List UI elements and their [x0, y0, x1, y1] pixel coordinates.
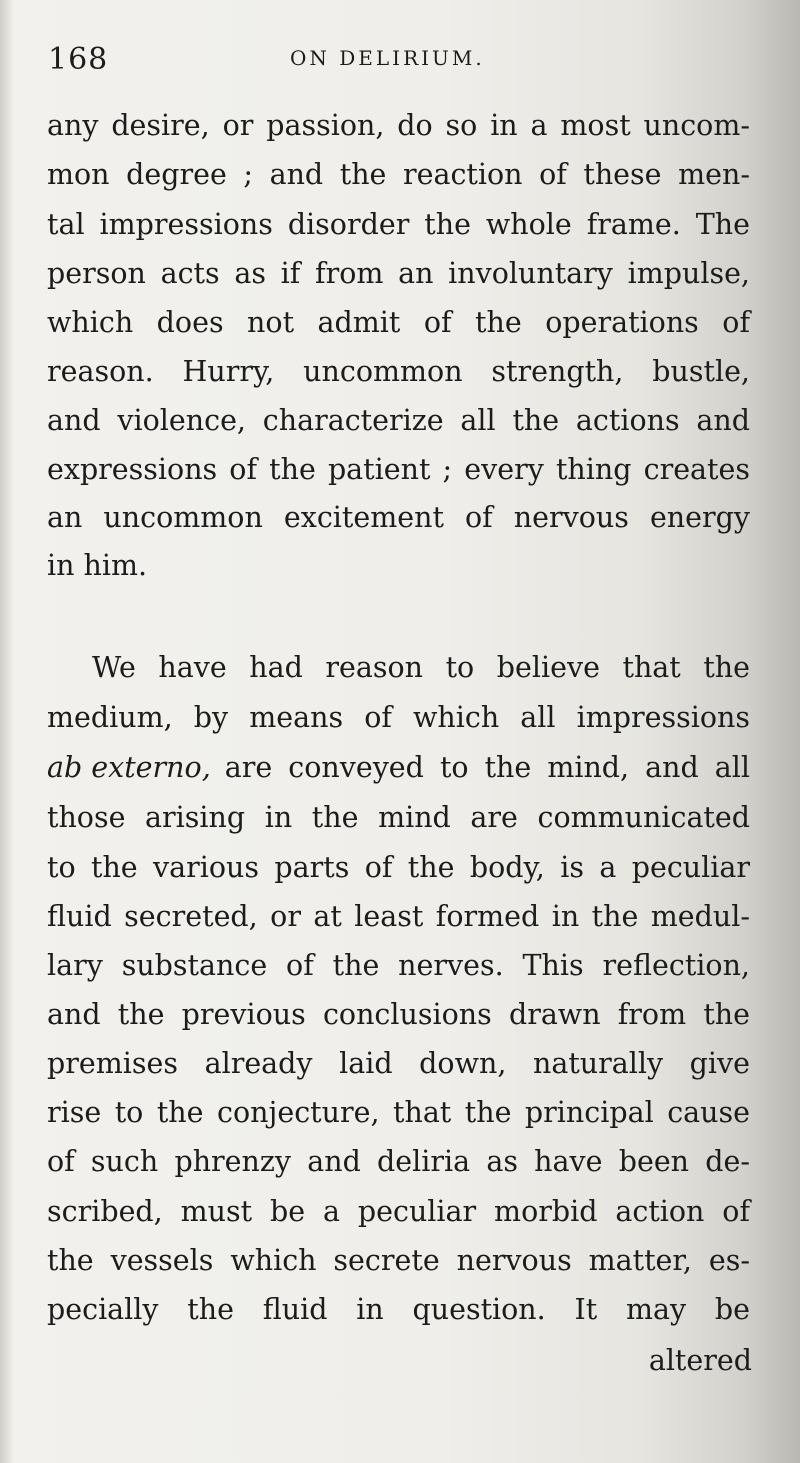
- text-line: tal impressions disorder the whole frame. The: [47, 208, 750, 241]
- catchword: altered: [648, 1344, 752, 1377]
- running-head: ON DELIRIUM.: [290, 46, 485, 70]
- text-line: mon degree ; and the reaction of these men-: [47, 158, 750, 191]
- text-line: which does not admit of the operations of: [47, 306, 750, 339]
- text-line: scribed, must be a peculiar morbid action of: [47, 1195, 750, 1228]
- text-line: the vessels which secrete nervous matter, es-: [47, 1244, 750, 1277]
- text-line: reason. Hurry, uncommon strength, bustle,: [47, 355, 750, 388]
- text-line: of such phrenzy and deliria as have been de-: [47, 1145, 750, 1178]
- text-line: are conveyed to the mind, and all: [224, 751, 750, 784]
- text-line: an uncommon excitement of nervous energy: [47, 501, 750, 534]
- text-line: lary substance of the nerves. This reflection,: [47, 949, 750, 982]
- text-line: person acts as if from an involuntary impulse,: [47, 257, 750, 290]
- italic-phrase: ab externo,: [47, 751, 211, 784]
- text-line: medium, by means of which all impressions: [47, 701, 750, 734]
- page-number: 168: [48, 42, 109, 77]
- text-line: expressions of the patient ; every thing creates: [47, 453, 750, 486]
- text-line: fluid secreted, or at least formed in the medul-: [47, 900, 750, 933]
- text-line: those arising in the mind are communicated: [47, 801, 750, 834]
- text-line: any desire, or passion, do so in a most uncom-: [47, 109, 750, 142]
- text-line: rise to the conjecture, that the principal cause: [47, 1096, 750, 1129]
- text-line-with-italic: [47, 750, 750, 786]
- text-line: and the previous conclusions drawn from the: [47, 998, 750, 1031]
- text-line: pecially the fluid in question. It may be: [47, 1293, 750, 1326]
- text-line: to the various parts of the body, is a peculiar: [47, 851, 750, 884]
- text-line: premises already laid down, naturally give: [47, 1047, 750, 1080]
- text-line: We have had reason to believe that the: [92, 651, 750, 684]
- gutter-shadow: [0, 0, 14, 1463]
- text-line: in him.: [47, 549, 148, 582]
- text-line: and violence, characterize all the actions and: [47, 404, 750, 437]
